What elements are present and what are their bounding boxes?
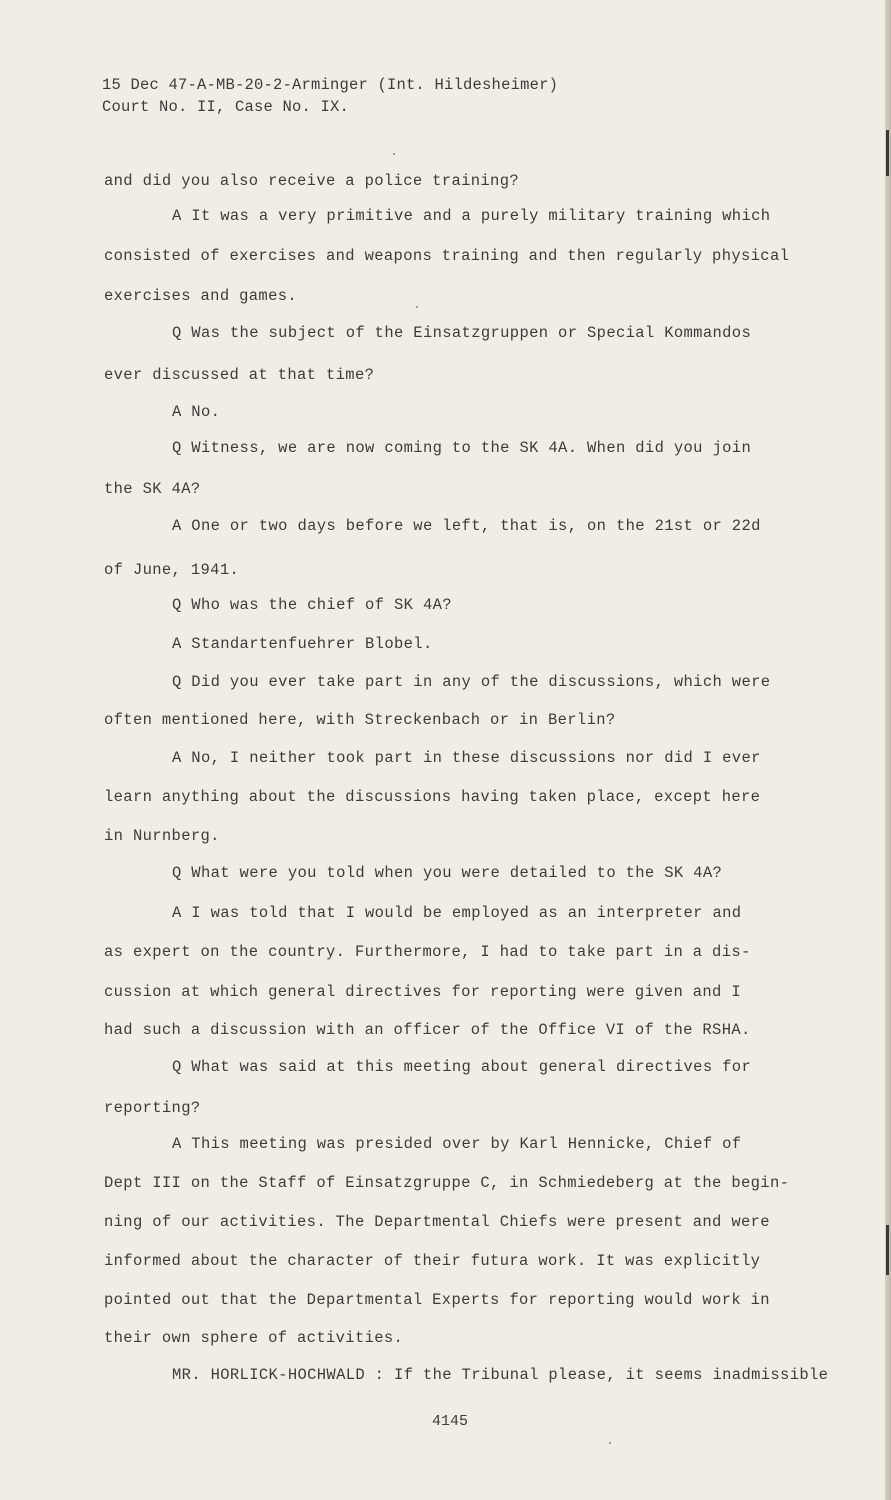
- document-header: [102, 74, 558, 118]
- transcript-line: Q What were you told when you were detailed to the SK 4A?: [172, 864, 723, 882]
- transcript-line: the SK 4A?: [104, 480, 201, 498]
- transcript-line: A No.: [172, 403, 221, 421]
- header-case-reference: 15 Dec 47-A-MB-20-2-Arminger (Int. Hildesheimer): [102, 76, 559, 94]
- transcript-line: ning of our activities. The Departmental Chiefs were present and were: [104, 1213, 770, 1231]
- transcript-line: Q Was the subject of the Einsatzgruppen or Special Kommandos: [172, 324, 752, 342]
- binding-mark: [886, 130, 889, 176]
- paper-speck: [416, 306, 418, 308]
- transcript-line: Q What was said at this meeting about general directives for: [172, 1058, 752, 1076]
- transcript-line: in Nurnberg.: [104, 827, 220, 845]
- binding-mark: [886, 1225, 889, 1275]
- transcript-line: A No, I neither took part in these discussions nor did I ever: [172, 749, 761, 767]
- transcript-line: A It was a very primitive and a purely military training which: [172, 207, 771, 225]
- transcript-line: Q Who was the chief of SK 4A?: [172, 596, 452, 614]
- header-court-case: Court No. II, Case No. IX.: [102, 98, 350, 116]
- transcript-line: cussion at which general directives for reporting were given and I: [104, 983, 741, 1001]
- transcript-line: pointed out that the Departmental Experts for reporting would work in: [104, 1291, 770, 1309]
- transcript-line: Dept III on the Staff of Einsatzgruppe C, in Schmiedeberg at the begin-: [104, 1174, 790, 1192]
- page-edge-shadow: [885, 0, 891, 1500]
- transcript-line: informed about the character of their futura work. It was explicitly: [104, 1252, 761, 1270]
- transcript-line: reporting?: [104, 1099, 201, 1117]
- transcript-line: often mentioned here, with Streckenbach or in Berlin?: [104, 711, 616, 729]
- paper-speck: [393, 153, 395, 155]
- transcript-line: Q Witness, we are now coming to the SK 4A. When did you join: [172, 439, 752, 457]
- transcript-line: ever discussed at that time?: [104, 366, 375, 384]
- transcript-line: consisted of exercises and weapons training and then regularly physical: [104, 247, 790, 265]
- transcript-line: learn anything about the discussions having taken place, except here: [104, 788, 761, 806]
- transcript-line: and did you also receive a police training?: [104, 172, 520, 190]
- transcript-line: A I was told that I would be employed as an interpreter and: [172, 904, 742, 922]
- transcript-line: their own sphere of activities.: [104, 1329, 404, 1347]
- transcript-line: had such a discussion with an officer of the Office VI of the RSHA.: [104, 1021, 751, 1039]
- page-number: 4145: [432, 1413, 469, 1430]
- transcript-line: A Standartenfuehrer Blobel.: [172, 635, 433, 653]
- transcript-line: Q Did you ever take part in any of the discussions, which were: [172, 673, 771, 691]
- transcript-line: MR. HORLICK-HOCHWALD : If the Tribunal please, it seems inadmissible: [172, 1366, 829, 1384]
- transcript-line: of June, 1941.: [104, 561, 240, 579]
- transcript-line: as expert on the country. Furthermore, I had to take part in a dis-: [104, 943, 751, 961]
- transcript-line: exercises and games.: [104, 287, 298, 305]
- paper-speck: [609, 1442, 611, 1444]
- transcript-line: A This meeting was presided over by Karl Hennicke, Chief of: [172, 1135, 742, 1153]
- transcript-line: A One or two days before we left, that is, on the 21st or 22d: [172, 517, 761, 535]
